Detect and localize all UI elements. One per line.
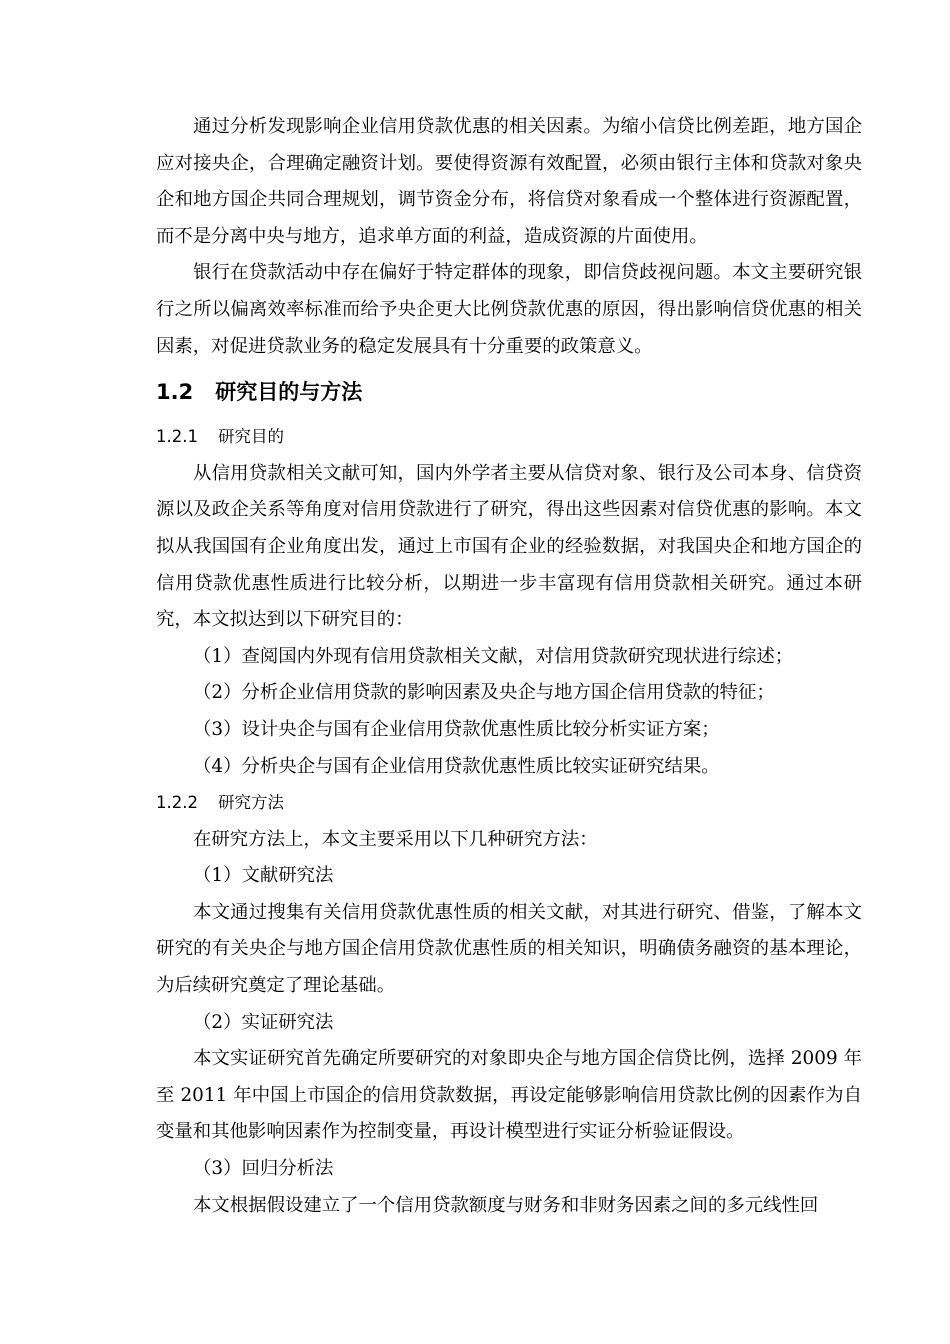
purpose-item: （1）查阅国内外现有信用贷款相关文献，对信用贷款研究现状进行综述； — [193, 645, 794, 667]
section-number: 1.2 — [156, 380, 194, 405]
subsection-heading-1-2-2 — [156, 785, 862, 822]
method-1-body: 本文通过搜集有关信用贷款优惠性质的相关文献，对其进行研究、借鉴，了解本文研究的有关央企与地方国企信用贷款优惠性质的相关知识，明确债务融资的基本理论，为后续研究奠定了理论基础。 — [156, 901, 862, 997]
section-title: 研究目的与方法 — [215, 380, 363, 405]
subsection-title: 研究方法 — [217, 793, 284, 813]
purpose-item: （2）分析企业信用贷款的影响因素及央企与地方国企信用贷款的特征； — [193, 682, 775, 704]
purpose-item: （3）设计央企与国有企业信用贷款优惠性质比较分析实证方案； — [193, 718, 720, 740]
subsection-title: 研究目的 — [217, 427, 284, 447]
purpose-paragraph: 从信用贷款相关文献可知，国内外学者主要从信贷对象、银行及公司本身、信贷资源以及政企关系等角度对信用贷款进行了研究，得出这些因素对信贷优惠的影响。本文拟从我国国有企业角度出发，通过上市国有企业的经验数据，对我国央企和地方国企的信用贷款优惠性质进行比较分析，以期进一步丰富现有信用贷款相关研究。通过本研究，本文拟达到以下研究目的： — [156, 462, 862, 631]
purpose-item: （4）分析央企与国有企业信用贷款优惠性质比较实证研究结果。 — [193, 755, 720, 777]
page-content — [156, 109, 862, 1224]
method-3-body: 本文根据假设建立了一个信用贷款额度与财务和非财务因素之间的多元线性回 — [193, 1194, 819, 1216]
intro-paragraph-1: 通过分析发现影响企业信用贷款优惠的相关因素。为缩小信贷比例差距，地方国企应对接央企，合理确定融资计划。要使得资源有效配置，必须由银行主体和贷款对象央企和地方国企共同合理规划，调节资金分布，将信贷对象看成一个整体进行资源配置，而不是分离中央与地方，追求单方面的利益，造成资源的片面使用。 — [156, 116, 862, 247]
subsection-heading-1-2-1 — [156, 419, 862, 456]
methods-intro: 在研究方法上，本文主要采用以下几种研究方法： — [193, 828, 598, 850]
intro-paragraph-2: 银行在贷款活动中存在偏好于特定群体的现象，即信贷歧视问题。本文主要研究银行之所以偏离效率标准而给予央企更大比例贷款优惠的原因，得出影响信贷优惠的相关因素，对促进贷款业务的稳定发展具有十分重要的政策意义。 — [156, 262, 862, 357]
subsection-number: 1.2.2 — [156, 793, 198, 813]
method-2-body: 本文实证研究首先确定所要研究的对象即央企与地方国企信贷比例，选择 2009 年至 2011 年中国上市国企的信用贷款数据，再设定能够影响信用贷款比例的因素作为自变量和其他影响因素作为控制变量，再设计模型进行实证分析验证假设。 — [156, 1048, 862, 1143]
section-heading-1-2 — [156, 378, 862, 406]
method-2-title: （2）实证研究法 — [193, 1011, 334, 1033]
method-3-title: （3）回归分析法 — [193, 1158, 334, 1180]
method-1-title: （1）文献研究法 — [193, 865, 334, 887]
subsection-number: 1.2.1 — [156, 427, 198, 447]
